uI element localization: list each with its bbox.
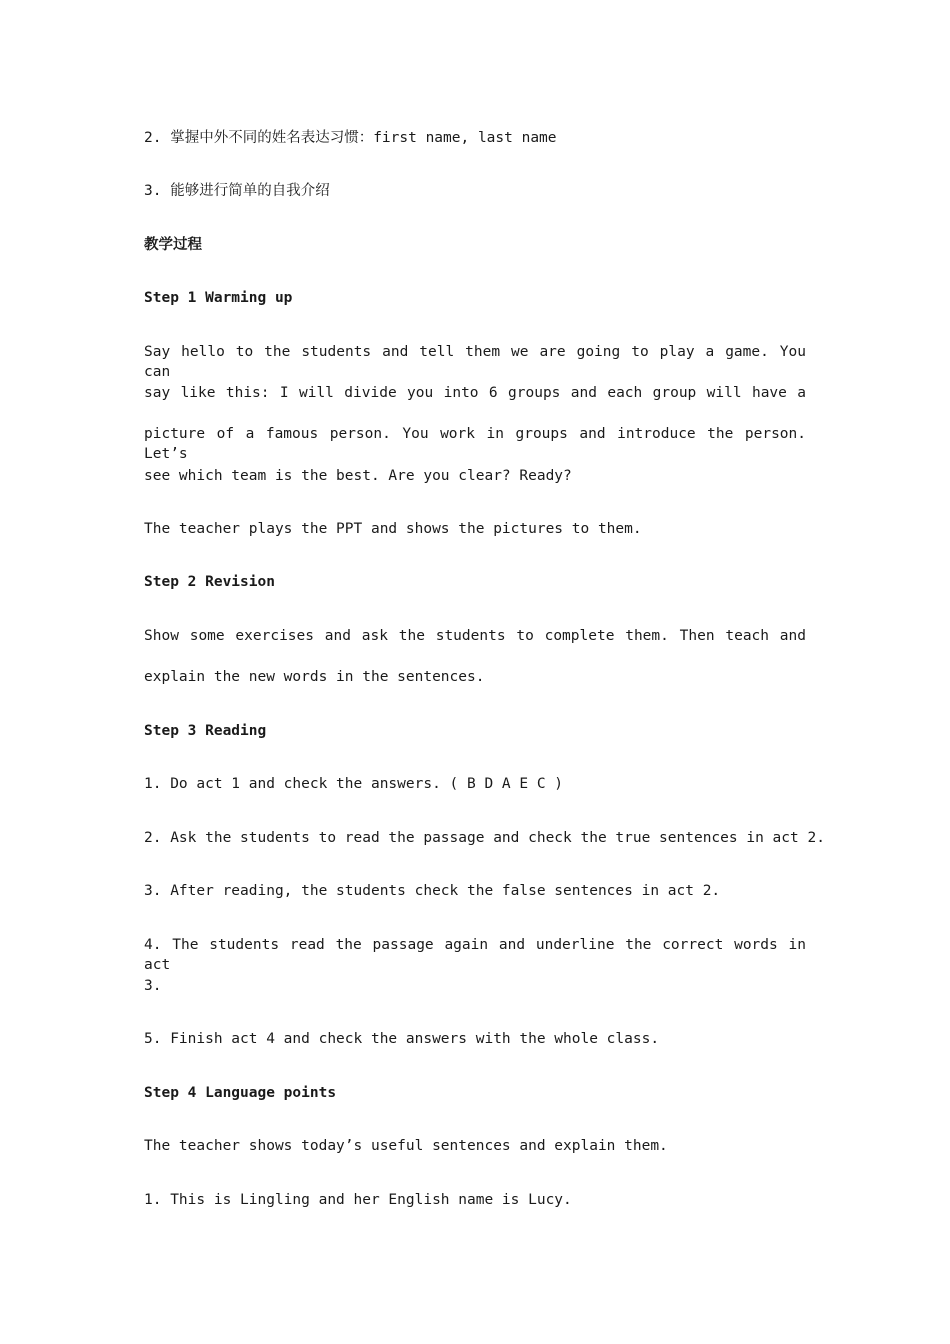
objective-3: 3. 能够进行简单的自我介绍 [144, 183, 330, 199]
step2-para-line2: explain the new words in the sentences. [144, 669, 485, 685]
step3-heading: Step 3 Reading [144, 723, 267, 739]
step1-para1-line1: Say hello to the students and tell them we are going to play a game. You can [144, 344, 806, 380]
step2-para-line1: Show some exercises and ask the students to complete them. Then teach and [144, 628, 806, 644]
step4-intro: The teacher shows today’s useful sentences and explain them. [144, 1138, 668, 1154]
step3-item-2: 2. Ask the students to read the passage and check the true sentences in act 2. [144, 830, 825, 846]
objective-2: 2. 掌握中外不同的姓名表达习惯：first name, last name [144, 130, 557, 146]
step3-item-4-line2: 3. [144, 978, 162, 994]
step3-item-5: 5. Finish act 4 and check the answers with the whole class. [144, 1031, 660, 1047]
step1-para1-line2: say like this: I will divide you into 6 groups and each group will have a [144, 385, 806, 401]
step3-item-4-line1: 4. The students read the passage again and underline the correct words in act [144, 937, 806, 973]
step1-para2: The teacher plays the PPT and shows the pictures to them. [144, 521, 642, 537]
step3-item-1: 1. Do act 1 and check the answers. ( B D A E C ) [144, 776, 564, 792]
step4-item-1: 1. This is Lingling and her English name is Lucy. [144, 1192, 572, 1208]
step1-para1-line4: see which team is the best. Are you clear? Ready? [144, 468, 572, 484]
step1-para1-line3: picture of a famous person. You work in groups and introduce the person. Let’s [144, 426, 806, 462]
section-title-teaching-process: 教学过程 [144, 237, 202, 253]
step1-heading: Step 1 Warming up [144, 290, 293, 306]
step4-heading: Step 4 Language points [144, 1085, 337, 1101]
step3-item-3: 3. After reading, the students check the false sentences in act 2. [144, 883, 721, 899]
step2-heading: Step 2 Revision [144, 574, 275, 590]
